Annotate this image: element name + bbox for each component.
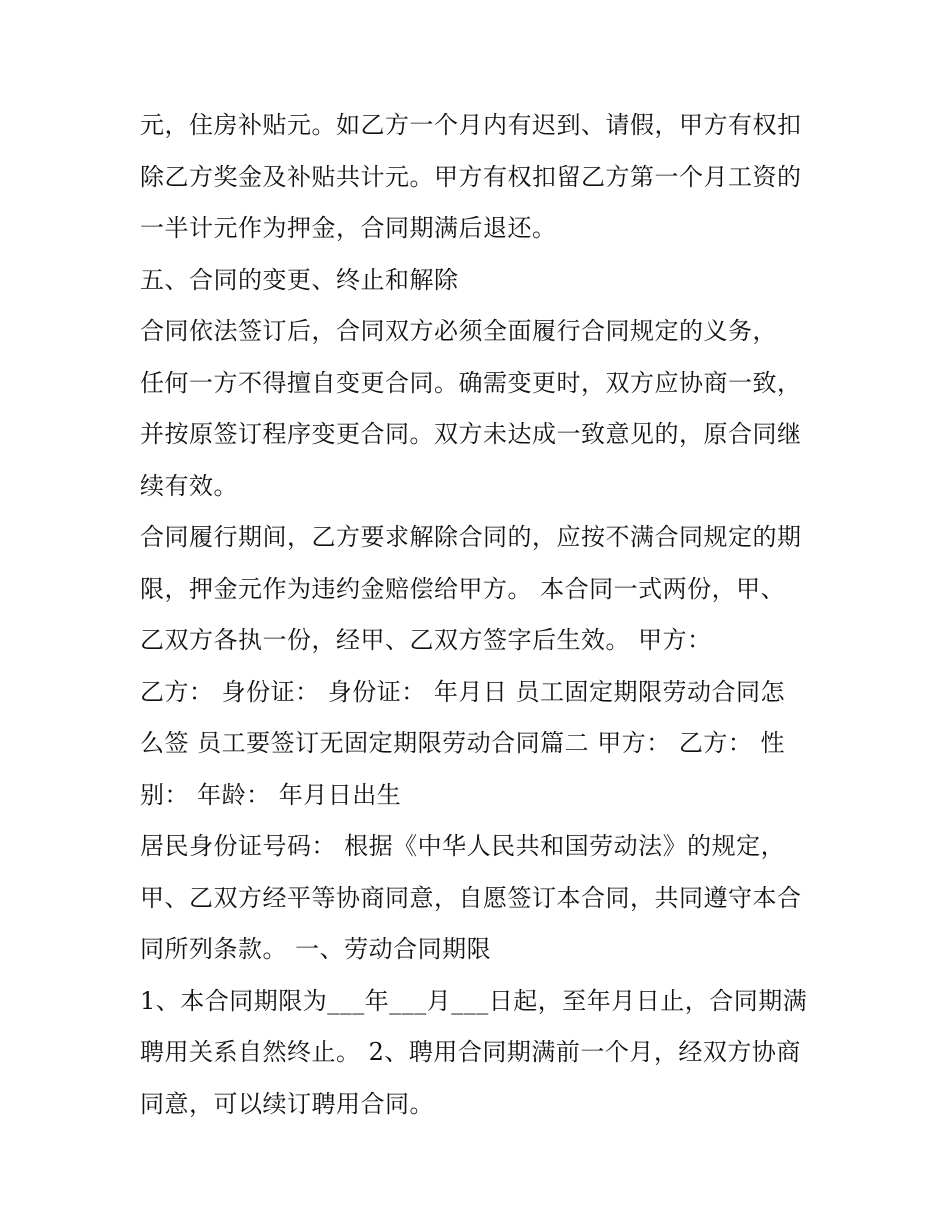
text-line: 甲、乙双方经平等协商同意，自愿签订本合同，共同遵守本合 (140, 883, 802, 912)
text-line: 别： 年龄： 年月日出生 (140, 780, 402, 809)
text-line: 乙方： 身份证： 身份证： 年月日 员工固定期限劳动合同怎 (140, 677, 786, 706)
text-line: 同所列条款。 一、劳动合同期限 (140, 935, 492, 963)
text-line: 么签 员工要签订无固定期限劳动合同篇二 甲方： 乙方： 性 (140, 729, 786, 757)
text-line: 任何一方不得擅自变更合同。确需变更时，双方应协商一致， (140, 368, 802, 397)
text-line: 元，住房补贴元。如乙方一个月内有迟到、请假，甲方有权扣 (140, 111, 802, 139)
text-line: 居民身份证号码： 根据《中华人民共和国劳动法》的规定， (140, 832, 786, 860)
text-line: 乙双方各执一份，经甲、乙双方签字后生效。 甲方： (140, 626, 712, 654)
text-line: 合同履行期间，乙方要求解除合同的，应按不满合同规定的期 (140, 523, 802, 551)
text-line: 聘用关系自然终止。 2、聘用合同期满前一个月，经双方协商 (140, 1038, 801, 1066)
text-line: 同意，可以续订聘用合同。 (140, 1089, 434, 1118)
text-line: 并按原签订程序变更合同。双方未达成一致意见的，原合同继 (140, 420, 802, 448)
text-line: 1、本合同期限为___年___月___日起，至年月日止，合同期满 (140, 986, 808, 1015)
text-line: 限，押金元作为违约金赔偿给甲方。 本合同一式两份，甲、 (140, 574, 786, 603)
text-line: 除乙方奖金及补贴共计元。甲方有权扣留乙方第一个月工资的 (140, 162, 802, 191)
section-heading: 五、合同的变更、终止和解除 (140, 265, 459, 294)
document-body (140, 100, 820, 1130)
text-line: 合同依法签订后，合同双方必须全面履行合同规定的义务， (140, 317, 777, 345)
text-line: 续有效。 (140, 471, 238, 500)
text-line: 一半计元作为押金，合同期满后退还。 (140, 214, 557, 242)
